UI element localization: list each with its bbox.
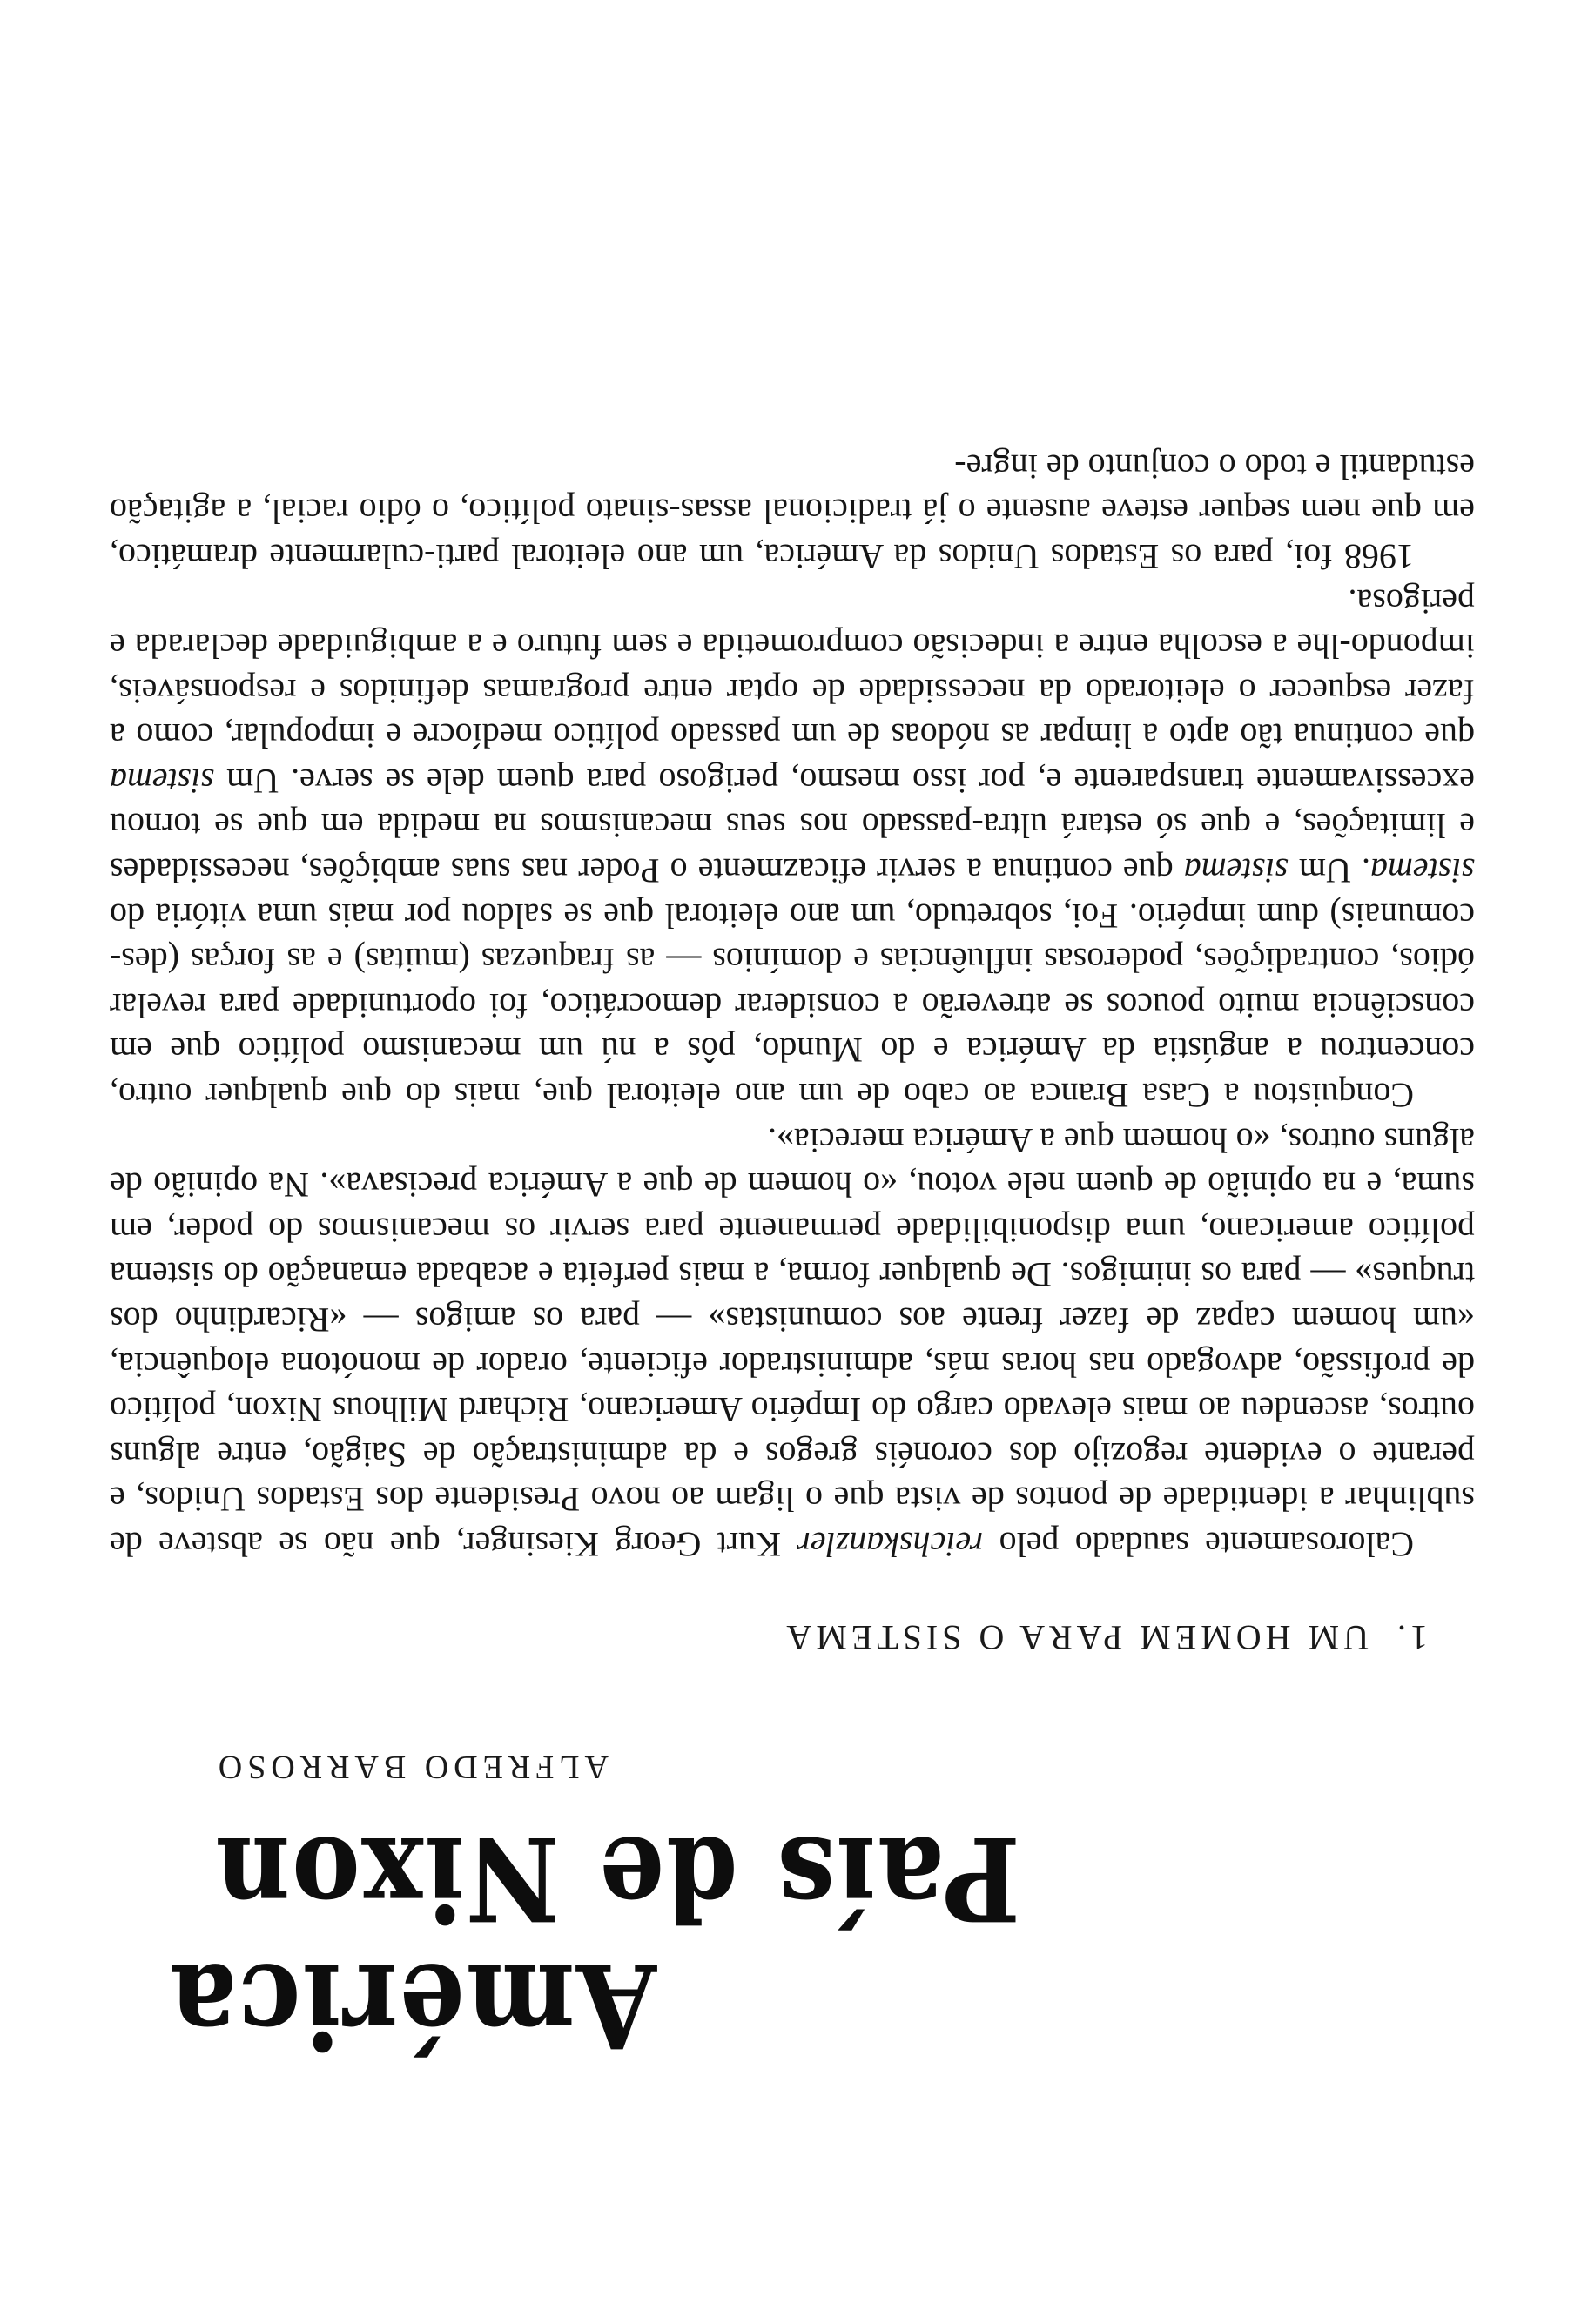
chapter-heading [757,1617,1428,1658]
paragraph-2-italic-sistema-2: sistema [1183,851,1289,891]
paragraph-2-part-g: que continua tão apto a limpar as nódoas de um passado político medíocre e impopular, como a fazer esquecer o eleitorado da necessidade de optar entre programas definidos e responsáveis, impondo-lhe a escolha entre a indecisão comprometida e sem futuro e a ambiguidade declarada e perigosa. [110,581,1475,756]
chapter-number: 1. [1393,1618,1428,1657]
paragraph-1-part-a: Calorosamente saudado pelo [983,1525,1414,1564]
title-line-1: América [168,1938,656,2074]
paragraph-3-part-a: 1968 foi, para os Estados Unidos da América, um ano eleitoral parti-cularmente dramático, em que nem sequer esteve ausente o já tradicional assas-sinato político, o ódio racial, a agitação estudantil e todo o conjunto de ingre- [110,447,1475,576]
paragraph-2-part-e: que continua a servir eficazmente o Poder nas suas ambições, necessidades e limitações, e que só estará ultra-passado nos seus mecanismos na medida em que se tornou excessivamente transparente e, por isso mesmo, perigoso para quem dele se serve. Um [109,761,1475,891]
author-name: ALFREDO BARROSO [212,1749,609,1785]
paragraph-3 [110,444,1475,579]
paragraph-2-part-c: . Um [1288,851,1370,891]
paragraph-1-italic-reichskanzler: reichskanzler [797,1525,984,1564]
paragraph-1-part-c: Kurt Georg Kiesinger, que não se absteve de sublinhar a identidade de pontos de vista que o ligam ao novo Presidente dos Estados Unidos, e perante o evidente regozijo dos coronéis gregos e da administração de Saigão, entre alguns outros, ascendeu ao mais elevado cargo do Império Americano, Richard Milhous Nixon, político de profissão, advogado nas horas más, administrador eficiente, orador de monótona eloquência, «um homem capaz de fazer frente aos comunistas» — para os amigos — «Ricardinho dos truques» — para os inimigos. De qualquer forma, a mais perfeita e acabada emanação do sistema político americano, uma disponibilidade permanente para servir os mecanismos do poder, em suma, e na opinião de quem nele votou, «o homem de que a América precisava». Na opinião de alguns outros, «o homem que a América merecia». [110,1120,1475,1564]
paragraph-2 [110,579,1475,1118]
paragraph-2-italic-sistema-3: sistema [110,761,214,801]
body-text [110,444,1475,1567]
chapter-title: UM HOMEM PARA O SISTEMA [782,1618,1369,1657]
title-line-2: País de Nixon [213,1810,1020,1947]
paragraph-1 [110,1118,1475,1567]
paragraph-2-part-a: Conquistou a Casa Branca ao cabo de um ano eleitoral que, mais do que qualquer outro, concentrou a angústia da América e do Mundo, pôs a nú um mecanismo político que em consciência muito poucos se atreverão a considerar democrático, foi oportunidade para revelar ódios, contradições, poderosas influências e domínios — as fraquezas (muitas) e as forças (des-comunais) dum império. Foi, sobretudo, um ano eleitoral que se saldou por mais uma vitória do [110,896,1475,1116]
paragraph-2-italic-sistema-1: sistema [1370,851,1475,891]
